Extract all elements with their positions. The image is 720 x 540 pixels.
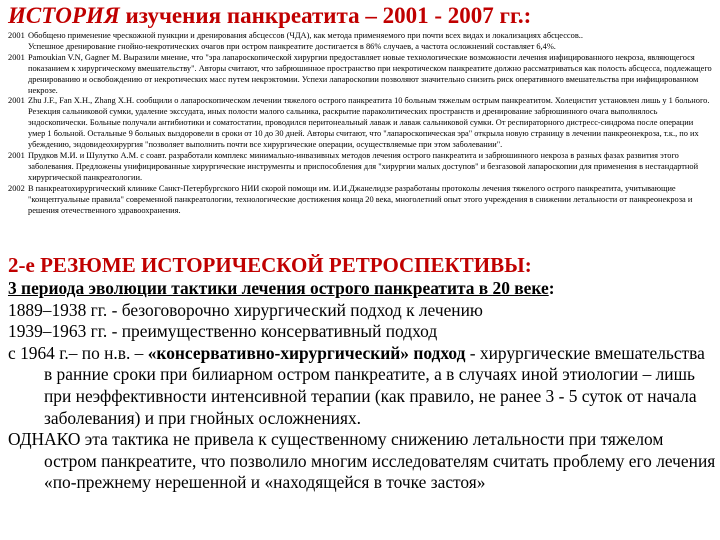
entry-year: 2002 [8,183,25,193]
summary-intro-text: 3 периода эволюции тактики лечения острого панкреатита в 20 веке [8,278,549,298]
entry-text: В панкреатохирургический клинике Санкт-Петербургского НИИ скорой помощи им. И.И.Джанелидзе разработаны протоколы лечения тяжелого острого панкреатита, учитывающие "концептуальные правила" современной панкреатологии, технологические достижения конца 20 века, многолетний опыт этого учреждения в снижении летальности от панкреонекроза и решения отечественного здравоохранения. [28,183,693,215]
page-title [8,3,531,29]
history-list [8,31,712,216]
entry-year: 2001 [8,96,25,106]
period-3-bold: «консервативно-хирургический» подход [147,342,466,363]
summary-conclusion: ОДНАКО эта тактика не привела к существенному снижению летальности при тяжелом остром панкреатите, что позволило многим исследователям считать проблему его лечения «по-прежнему нерешенной и «находящейся в точке застоя» [8,429,716,493]
period-2: 1939–1963 гг. - преимущественно консервативный подход [8,321,438,342]
period-1: 1889–1938 гг. - безоговорочно хирургический подход к лечению [8,299,483,320]
period-3-start: с 1964 г.– по н.в. – [8,342,148,363]
entry-text: Прудков М.И. и Шулутко А.М. с соавт. разработали комплекс минимально-инвазивных методов лечения острого панкреатита и забрюшинного некроза в разных фазах развития этого заболевания. Предложены унифицированные хирургические инструменты и приспособления для "хирургии малых доступов" и безгазовой лапароскопии для применения в нестандартной хирургической панкреатологии. [28,150,699,182]
period-3 [8,343,716,429]
title-rest: изучения панкреатита – 2001 - 2007 гг.: [119,3,532,28]
title-word: ИСТОРИЯ [8,3,120,28]
entry-text: Zhu J.F., Fan X.H., Zhang X.H. сообщили о лапароскопическом лечении тяжелого острого панкреатита 10 больным тяжелым острым панкреатитом. Холецистит установлен лишь у 1 больного. Резекция сальниковой сумки, удаление экссудата, иных полости малого сальника, раскрытие параколитических пространств и дренирование забрюшинного очага выполнялось эндоскопически. Больные получали антибиотики и соматостатин, проводился перитонеальный лаваж и лаваж сальниковой сумки. От респираторного дистресс-синдрома после операции умер 1 больной. Остальные 9 больных выздоровели в сроки от 10 до 30 дней. Авторы считают, что "лапароскопическая эра" открыла новую страницу в лечении панкреонекроза, т.к., по их убеждению, эндовидеохирургия "позволяет выполнить почти все хирургические операции, осуществляемые при этом заболевании". [28,96,710,150]
history-entry [8,151,712,184]
entry-text: Обобщено применение чрескожной пункции и дренирования абсцессов (ЧДА), как метода применяемого при почти всех видах и локализациях абсцессов.. [28,31,583,40]
entry-subtext: Успешное дренирование гнойно-некротических очагов при остром панкреатите достигается в 86% случаев, а частота осложнений составляет 6,4%. [28,41,556,51]
history-entry [8,96,712,151]
summary-intro-colon: : [548,278,555,298]
summary-heading: 2-е РЕЗЮМЕ ИСТОРИЧЕСКОЙ РЕТРОСПЕКТИВЫ: [8,253,532,277]
summary-intro [8,278,716,300]
period-3-rest: - хирургические вмешательства в ранние сроки при билиарном остром панкреатите, а в случаях иной этиологии – лишь при неэффективности интенсивной терапии (как правило, не ранее 3 - 5 суток от начала заболевания) и при гнойных осложнениях. [44,342,705,428]
summary-block [8,278,716,494]
entry-year: 2001 [8,52,25,62]
entry-text: Pamoukian V.N, Gagner M. Выразили мнение, что "эра лапароскопической хирургии предоставляет новые технологические возможности лечения инфицированного некроза, являющегося показанием к хирургическому вмешательству". Авторы считают, что забрюшинное пространство при некротическом панкреатите должно рассматриваться как полость абсцесса, подлежащего дренированию и освобождению от некротических масс путем некрэктомии. Успехи лапароскопии позволяют значительно снизить риск оперативного вмешательства при инфицированном некрозе. [28,52,712,95]
entry-year: 2001 [8,150,25,160]
history-entry [8,53,712,97]
history-entry [8,31,712,42]
entry-year: 2001 [8,31,25,40]
history-entry [8,184,712,217]
